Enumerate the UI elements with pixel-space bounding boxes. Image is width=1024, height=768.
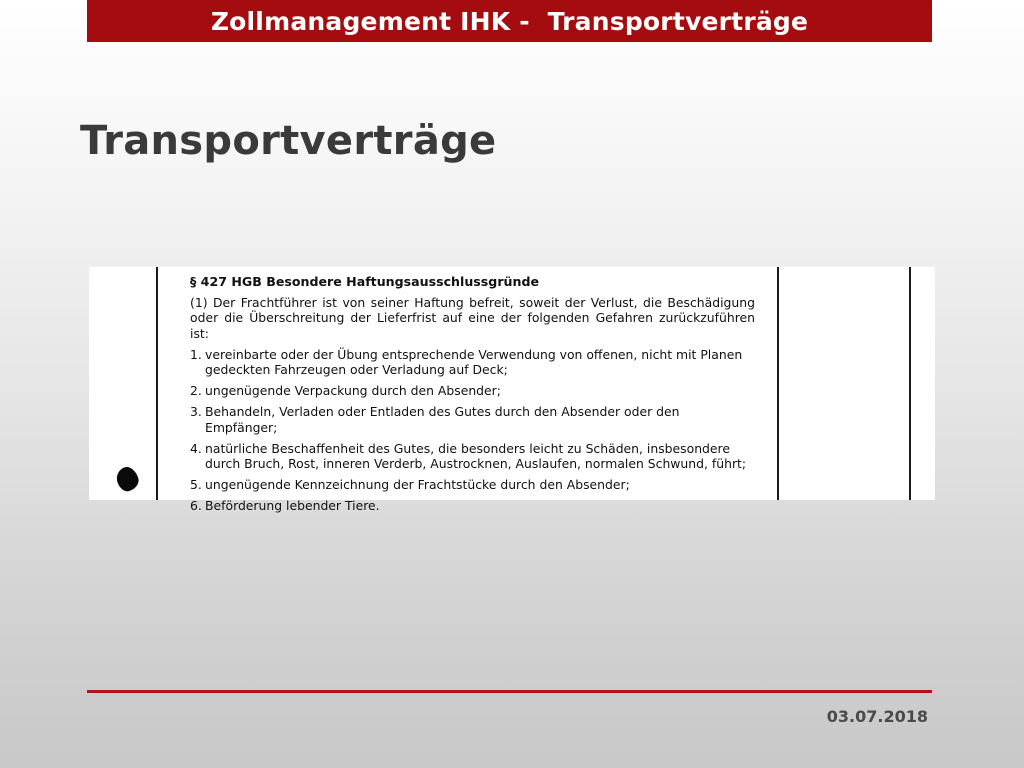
list-item-text: natürliche Beschaffenheit des Gutes, die besonders leicht zu Schäden, insbesondere durch Bruch, Rost, inneren Verderb, Austrocknen, Auslaufen, normalen Schwund, führt; [205,440,747,472]
footer-divider [87,690,932,693]
list-item-text: Beförderung lebender Tiere. [205,498,380,514]
list-item [190,498,755,513]
scanned-document [89,267,935,514]
list-item-text: vereinbarte oder der Übung entsprechende Verwendung von offenen, nicht mit Planen gedeckten Fahrzeugen oder Verladung auf Deck; [205,346,743,378]
list-item-number: 5. [190,477,202,493]
list-item-number: 6. [190,498,202,514]
list-item-text: ungenügende Verpackung durch den Absender; [205,383,501,399]
list-item [190,383,755,398]
list-item-text: Behandeln, Verladen oder Entladen des Gutes durch den Absender oder den Empfänger; [205,404,680,435]
list-item-number: 4. [190,440,202,456]
document-paragraph: (1) Der Frachtführer ist von seiner Haftung befreit, soweit der Verlust, die Beschädigung oder die Überschreitung der Lieferfrist auf eine der folgenden Gefahren zurückzuführen ist: [190,295,755,341]
document-heading: § 427 HGB Besondere Haftungsausschlussgründe [190,274,540,289]
header-bar [87,0,932,42]
list-item [190,477,755,492]
margin-rule-left [156,267,158,500]
margin-rule-far-right [909,267,911,500]
list-item [190,347,755,377]
slide-title: Transportverträge [80,118,497,164]
list-item-number: 3. [190,404,202,420]
document-text [190,272,755,520]
list-item-text: ungenügende Kennzeichnung der Frachtstücke durch den Absender; [205,477,630,493]
ink-blot-mark [114,464,141,493]
list-item [190,441,755,471]
list-item-number: 1. [190,346,202,362]
header-title: Zollmanagement IHK - Transportverträge [210,6,809,36]
list-item [190,404,755,434]
list-item-number: 2. [190,383,202,399]
margin-rule-right [777,267,779,500]
footer-date: 03.07.2018 [826,707,928,726]
